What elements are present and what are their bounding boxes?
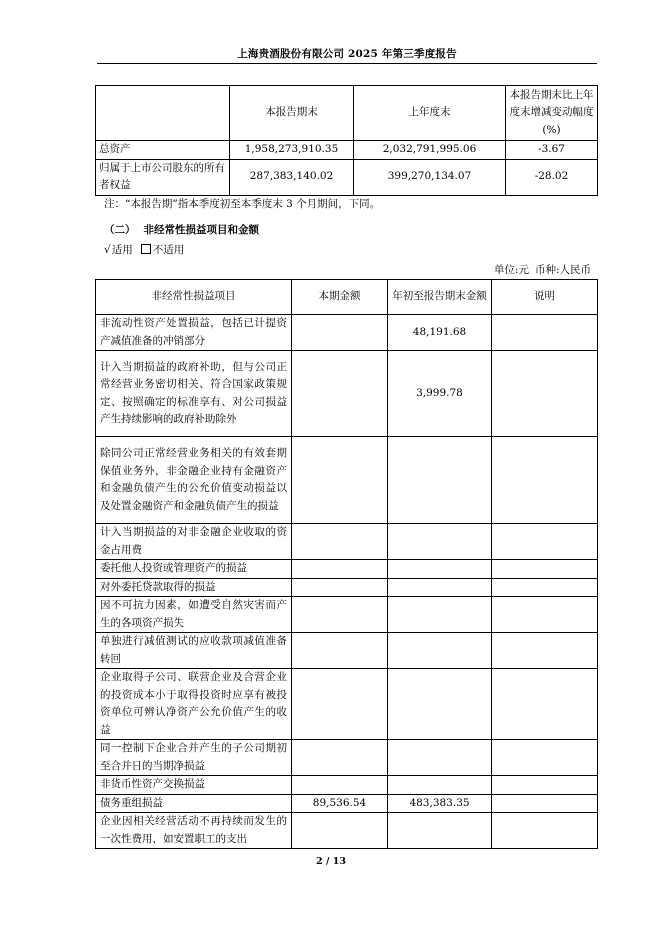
- ytd-value: [388, 578, 492, 597]
- unit-label: 单位:元: [493, 264, 529, 276]
- item-label: 对外委托贷款取得的损益: [96, 578, 292, 597]
- ytd-value: [388, 524, 492, 560]
- page-number: 2 / 13: [316, 856, 346, 867]
- remark-cell: [492, 633, 598, 669]
- table-header-row: [96, 86, 598, 141]
- row-label: 归属于上市公司股东的所有者权益: [96, 159, 230, 195]
- remark-cell: [492, 578, 598, 597]
- not-applicable-label: 不适用: [152, 244, 185, 256]
- header-cell-blank: [96, 86, 230, 141]
- table-header-row: [96, 280, 598, 315]
- section-heading: [104, 222, 259, 237]
- ytd-value: [388, 560, 492, 579]
- table-row: [96, 794, 598, 813]
- remark-cell: [492, 813, 598, 849]
- checkmark-icon: √: [104, 244, 111, 256]
- table-row: [96, 776, 598, 795]
- current-value: [292, 578, 388, 597]
- table-row: [96, 633, 598, 669]
- current-value: 89,536.54: [292, 794, 388, 813]
- remark-cell: [492, 560, 598, 579]
- item-label: 同一控制下企业合并产生的子公司期初至合并日的当期净损益: [96, 740, 292, 776]
- ytd-value: [388, 776, 492, 795]
- value-cell: -3.67: [506, 141, 598, 160]
- table-row: [96, 740, 598, 776]
- table-row: [96, 578, 598, 597]
- ytd-value: [388, 597, 492, 633]
- ytd-value: 483,383.35: [388, 794, 492, 813]
- table-note: 注：“本报告期”指本季度初至本季度末 3 个月期间，下同。: [104, 198, 381, 210]
- remark-cell: [492, 351, 598, 437]
- header-cell-item: 非经常性损益项目: [96, 280, 292, 315]
- balance-summary-table: [95, 85, 598, 196]
- current-value: [292, 813, 388, 849]
- currency-label: 币种:人民币: [534, 264, 591, 276]
- applicable-label: 适用: [111, 244, 133, 256]
- item-label: 债务重组损益: [96, 794, 292, 813]
- current-value: [292, 351, 388, 437]
- value-cell: 399,270,134.07: [354, 159, 506, 195]
- header-cell-current: 本期金额: [292, 280, 388, 315]
- value-cell: 2,032,791,995.06: [354, 141, 506, 160]
- item-label: 单独进行减值测试的应收款项减值准备转回: [96, 633, 292, 669]
- remark-cell: [492, 776, 598, 795]
- header-divider: [97, 63, 597, 64]
- ytd-value: [388, 813, 492, 849]
- current-value: [292, 776, 388, 795]
- header-cell-ytd: 年初至报告期末金额: [388, 280, 492, 315]
- remark-cell: [492, 597, 598, 633]
- ytd-value: [388, 669, 492, 740]
- table-row: [96, 597, 598, 633]
- table-row: [96, 141, 598, 160]
- table-row: [96, 159, 598, 195]
- current-value: [292, 524, 388, 560]
- table-row: [96, 351, 598, 437]
- header-cell-prior-year-end: 上年度末: [354, 86, 506, 141]
- current-value: [292, 560, 388, 579]
- table-row: [96, 813, 598, 849]
- applicability-options: [104, 242, 184, 257]
- header-cell-period-end: 本报告期末: [230, 86, 354, 141]
- table-row: [96, 560, 598, 579]
- remark-cell: [492, 669, 598, 740]
- section-number: （二）: [104, 224, 136, 236]
- item-label: 除同公司正常经营业务相关的有效套期保值业务外，非金融企业持有金融资产和金融负债产生的公允价值变动损益以及处置金融资产和金融负债产生的损益: [96, 437, 292, 524]
- header-cell-remarks: 说明: [492, 280, 598, 315]
- table-row: [96, 315, 598, 351]
- item-label: 企业取得子公司、联营企业及合营企业的投资成本小于取得投资时应享有被投资单位可辨认净资产公允价值产生的收益: [96, 669, 292, 740]
- item-label: 委托他人投资或管理资产的损益: [96, 560, 292, 579]
- remark-cell: [492, 740, 598, 776]
- unit-currency-line: [494, 262, 591, 277]
- remark-cell: [492, 524, 598, 560]
- item-label: 非流动性资产处置损益，包括已计提资产减值准备的冲销部分: [96, 315, 292, 351]
- item-label: 因不可抗力因素，如遭受自然灾害而产生的各项资产损失: [96, 597, 292, 633]
- non-recurring-items-table: [95, 279, 598, 849]
- report-header-title: 上海贵酒股份有限公司 2025 年第三季度报告: [237, 48, 457, 60]
- table-row: [96, 437, 598, 524]
- empty-checkbox-icon: [141, 244, 151, 254]
- current-value: [292, 633, 388, 669]
- item-label: 计入当期损益的政府补助，但与公司正常经营业务密切相关、符合国家政策规定、按照确定的标准享有、对公司损益产生持续影响的政府补助除外: [96, 351, 292, 437]
- remark-cell: [492, 794, 598, 813]
- section-title: 非经常性损益项目和金额: [143, 224, 259, 236]
- ytd-value: [388, 633, 492, 669]
- value-cell: 1,958,273,910.35: [230, 141, 354, 160]
- ytd-value: 3,999.78: [388, 351, 492, 437]
- current-value: [292, 437, 388, 524]
- ytd-value: [388, 437, 492, 524]
- current-value: [292, 597, 388, 633]
- item-label: 企业因相关经营活动不再持续而发生的一次性费用，如安置职工的支出: [96, 813, 292, 849]
- value-cell: -28.02: [506, 159, 598, 195]
- current-value: [292, 740, 388, 776]
- table-row: [96, 524, 598, 560]
- item-label: 非货币性资产交换损益: [96, 776, 292, 795]
- item-label: 计入当期损益的对非金融企业收取的资金占用费: [96, 524, 292, 560]
- table-row: [96, 669, 598, 740]
- ytd-value: [388, 740, 492, 776]
- ytd-value: 48,191.68: [388, 315, 492, 351]
- current-value: [292, 315, 388, 351]
- header-cell-change-pct: 本报告期末比上年度末增减变动幅度(%): [506, 86, 598, 141]
- value-cell: 287,383,140.02: [230, 159, 354, 195]
- remark-cell: [492, 315, 598, 351]
- current-value: [292, 669, 388, 740]
- row-label: 总资产: [96, 141, 230, 160]
- remark-cell: [492, 437, 598, 524]
